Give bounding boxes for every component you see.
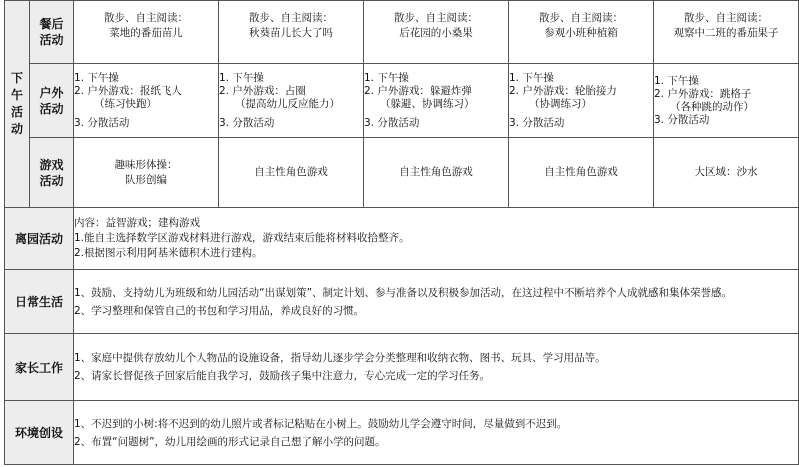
outdoor-row xyxy=(5,64,799,138)
snack-cell-4: 散步、自主阅读： 参观小班种植箱 xyxy=(509,1,654,64)
outdoor-cell-1: 1. 下午操 2. 户外游戏：报纸飞人 （练习快跑） 3. 分散活动 xyxy=(74,64,219,138)
daily-row xyxy=(5,270,799,334)
leaving-label: 离园活动 xyxy=(5,208,74,270)
schedule-table xyxy=(4,0,799,465)
games-row xyxy=(5,138,799,208)
outdoor-label: 户外 活动 xyxy=(30,64,74,138)
outdoor-cell-3: 1. 下午操 2. 户外游戏：躲避炸弹 （躲避、协调练习） 3. 分散活动 xyxy=(364,64,509,138)
games-label: 游戏 活动 xyxy=(30,138,74,208)
leaving-content: 内容：益智游戏；建构游戏 1.能自主选择数学区游戏材料进行游戏，游戏结束后能将材料收拾整齐。 2.根据图示利用阿基米德积木进行建构。 xyxy=(74,208,799,270)
environment-row xyxy=(5,401,799,465)
games-cell-1: 趣味形体操： 队形创编 xyxy=(74,138,219,208)
snack-cell-2: 散步、自主阅读： 秋葵苗儿长大了吗 xyxy=(219,1,364,64)
snack-cell-3: 散步、自主阅读： 后花园的小桑果 xyxy=(364,1,509,64)
parents-content: 1、家庭中提供存放幼儿个人物品的设施设备，指导幼儿逐步学会分类整理和收纳衣物、图书、玩具、学习用品等。 2、请家长督促孩子回家后能自我学习，鼓励孩子集中注意力，专心完成一定的学习任务。 xyxy=(74,334,799,401)
outdoor-cell-5: 1. 下午操 2. 户外游戏：跳格子 （各种跳的动作） 3. 分散活动 xyxy=(654,64,799,138)
games-cell-4: 自主性角色游戏 xyxy=(509,138,654,208)
snack-label: 餐后 活动 xyxy=(30,1,74,64)
daily-label: 日常生活 xyxy=(5,270,74,334)
snack-cell-1: 散步、自主阅读： 菜地的番茄苗儿 xyxy=(74,1,219,64)
outdoor-cell-4: 1. 下午操 2. 户外游戏：轮胎接力 （协调练习） 3. 分散活动 xyxy=(509,64,654,138)
snack-cell-5: 散步、自主阅读： 观察中二班的番茄果子 xyxy=(654,1,799,64)
outdoor-cell-2: 1. 下午操 2. 户外游戏：占圈 （提高幼儿反应能力） 3. 分散活动 xyxy=(219,64,364,138)
afternoon-label: 下 午 活 动 xyxy=(5,1,30,208)
games-cell-3: 自主性角色游戏 xyxy=(364,138,509,208)
parents-label: 家长工作 xyxy=(5,334,74,401)
snack-row xyxy=(5,1,799,64)
parents-row xyxy=(5,334,799,401)
games-cell-5: 大区域：沙水 xyxy=(654,138,799,208)
daily-content: 1、鼓励、支持幼儿为班级和幼儿园活动“出谋划策”、制定计划、参与准备以及积极参加活动，在这过程中不断培养个人成就感和集体荣誉感。 2、学习整理和保管自己的书包和学习用品，养成良好的习惯。 xyxy=(74,270,799,334)
environment-content: 1、不迟到的小树:将不迟到的幼儿照片或者标记粘贴在小树上。鼓励幼儿学会遵守时间，尽量做到不迟到。 2、布置“问题树”，幼儿用绘画的形式记录自己想了解小学的问题。 xyxy=(74,401,799,465)
games-cell-2: 自主性角色游戏 xyxy=(219,138,364,208)
environment-label: 环境创设 xyxy=(5,401,74,465)
leaving-row xyxy=(5,208,799,270)
